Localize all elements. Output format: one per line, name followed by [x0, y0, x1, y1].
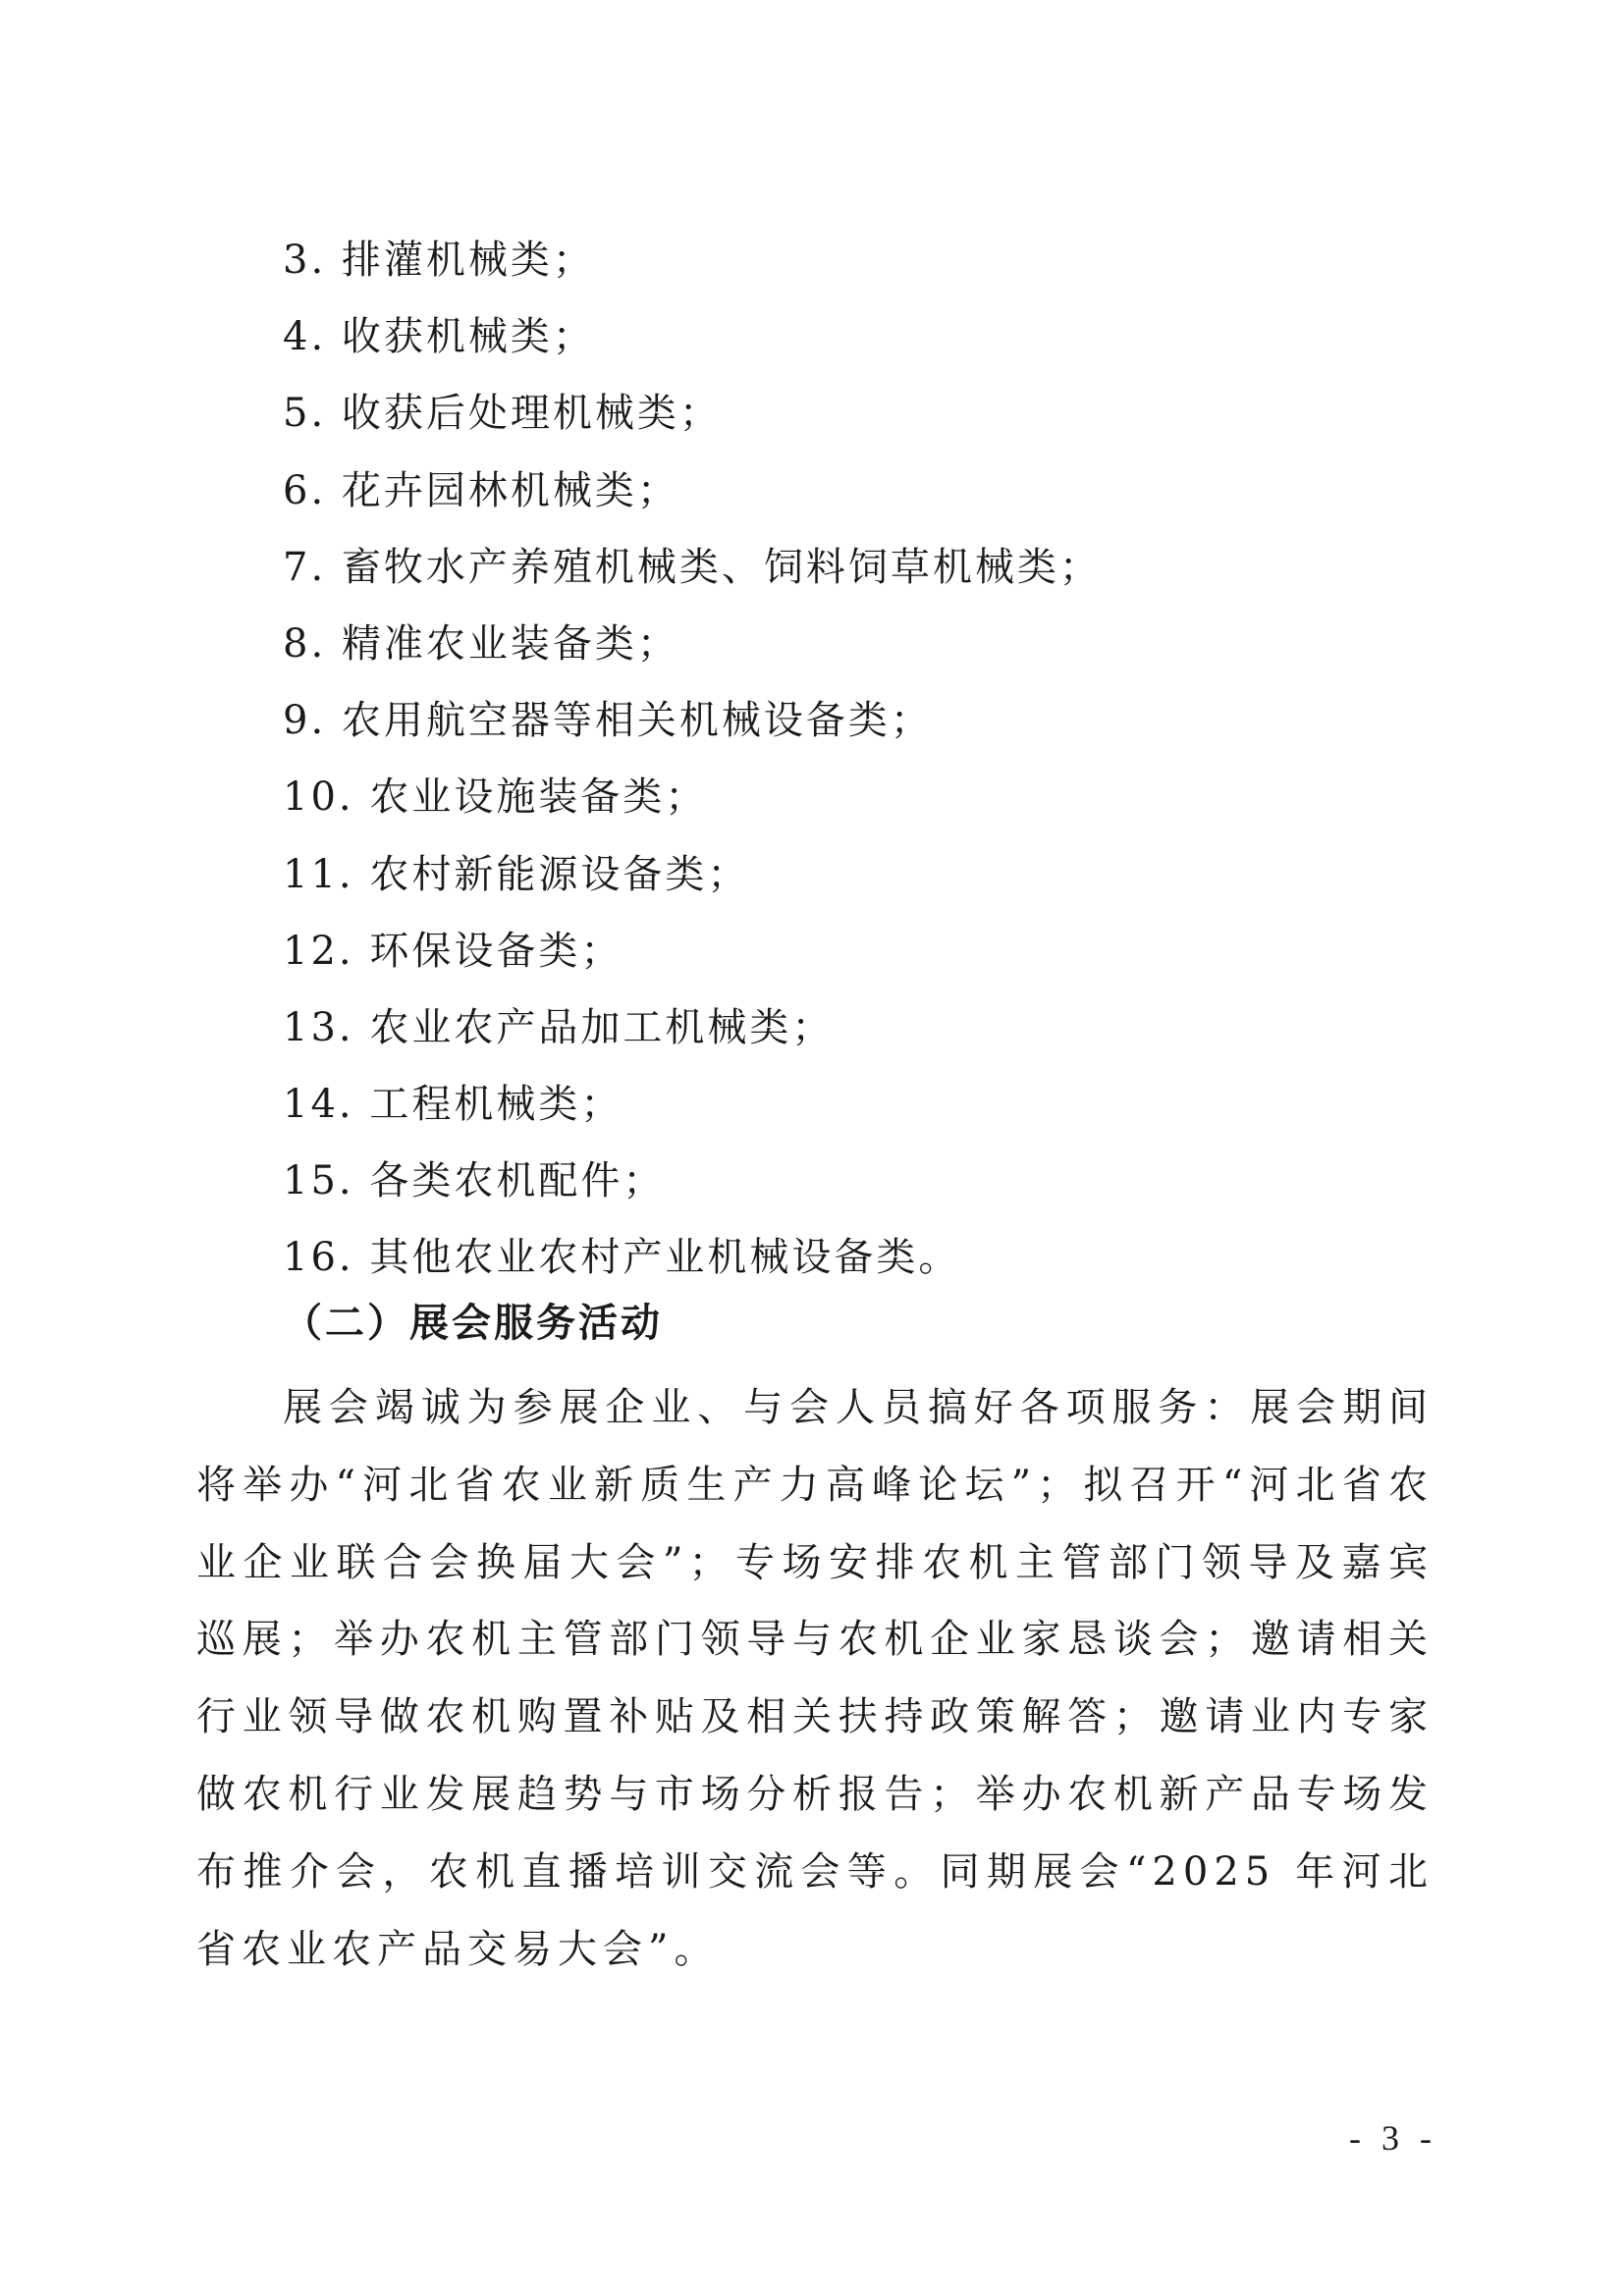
list-item: 13. 农业农产品加工机械类； — [283, 1004, 835, 1050]
list-item: 6. 花卉园林机械类； — [283, 467, 679, 513]
list-item: 10. 农业设施装备类； — [283, 774, 708, 821]
list-item: 12. 环保设备类； — [283, 928, 623, 974]
page-number: - 3 - — [1349, 2118, 1437, 2158]
list-item: 5. 收获后处理机械类； — [283, 391, 722, 437]
list-item: 14. 工程机械类； — [283, 1082, 623, 1128]
body-paragraph: 展会竭诚为参展企业、与会人员搞好各项服务：展会期间将举办“河北省农业新质生产力高峰论坛”；拟召开“河北省农业企业联合会换届大会”；专场安排农机主管部门领导及嘉宾巡展；举办农机主管部门领导与农机企业家恳谈会；邀请相关行业领导做农机购置补贴及相关扶持政策解答；邀请业内专家做农机行业发展趋势与市场分析报告；举办农机新产品专场发布推介会，农机直播培训交流会等。同期展会“2025 年河北省农业农产品交易大会”。 — [196, 1385, 1434, 1972]
list-item: 16. 其他农业农村产业机械设备类。 — [283, 1235, 961, 1281]
list-item: 15. 各类农机配件； — [283, 1158, 666, 1204]
list-item: 3. 排灌机械类； — [283, 238, 595, 283]
list-item: 4. 收获机械类； — [283, 314, 595, 360]
equipment-category-list — [283, 222, 1102, 1297]
list-item: 8. 精准农业装备类； — [283, 620, 679, 667]
list-item: 7. 畜牧水产养殖机械类、饲料饲草机械类； — [283, 544, 1102, 590]
section-heading: （二）展会服务活动 — [283, 1300, 663, 1346]
list-item: 11. 农村新能源设备类； — [283, 851, 750, 897]
list-item: 9. 农用航空器等相关机械设备类； — [283, 698, 933, 744]
